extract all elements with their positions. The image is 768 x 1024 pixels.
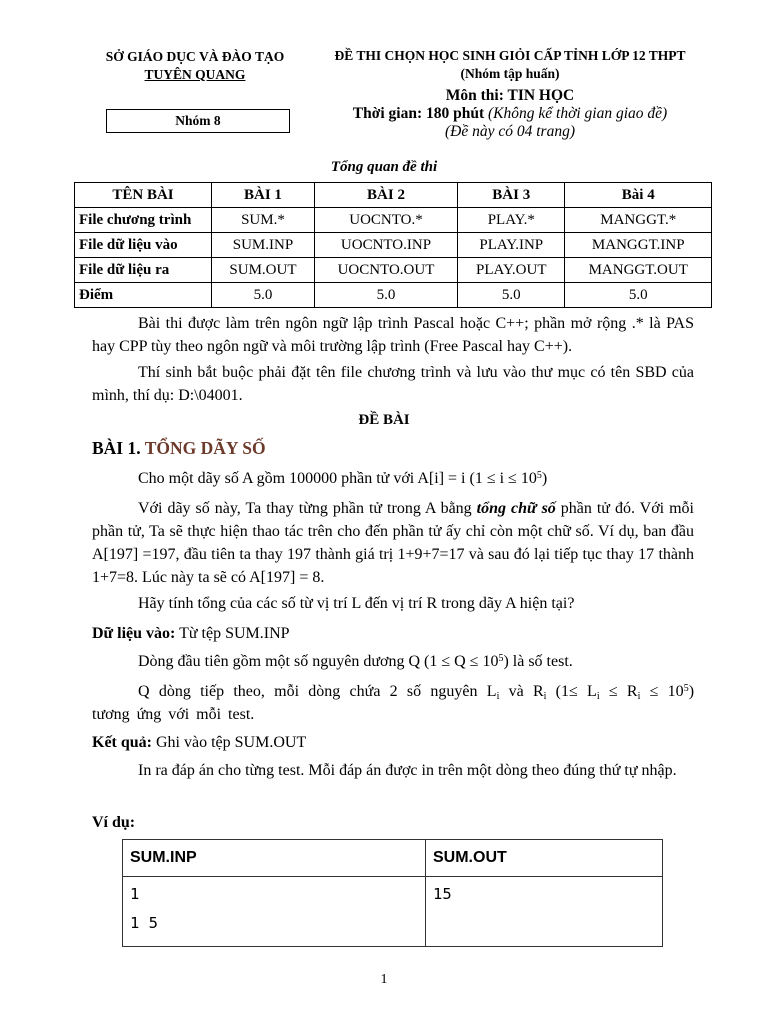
example-input-line: 1 5 — [130, 914, 158, 932]
overview-cell: SUM.OUT — [212, 258, 315, 283]
intro-paragraph-language: Bài thi được làm trên ngôn ngữ lập trình Pascal hoặc C++; phần mở rộng .* là PAS hay CPP tùy theo ngôn ngữ và môi trường lập trình (Free Pascal hay C++). — [92, 315, 694, 355]
input-text: ) là số test. — [503, 653, 573, 670]
subscript: i — [543, 691, 547, 702]
overview-row — [75, 283, 712, 308]
overview-cell: PLAY.* — [458, 208, 565, 233]
overview-cell: MANGGT.OUT — [565, 258, 712, 283]
problem-label: BÀI 1. — [92, 438, 141, 458]
exam-title: ĐỀ THI CHỌN HỌC SINH GIỎI CẤP TỈNH LỚP 12 THPT — [334, 48, 686, 63]
overview-title: Tổng quan đề thi — [330, 159, 438, 175]
overview-cell: UOCNTO.INP — [314, 233, 457, 258]
overview-cell: 5.0 — [212, 283, 315, 308]
input-line-1 — [92, 650, 694, 673]
overview-cell: 5.0 — [314, 283, 457, 308]
output-heading — [92, 731, 694, 754]
example-table — [122, 839, 663, 947]
input-text: ≤ R — [599, 683, 638, 700]
overview-row-label: File dữ liệu vào — [75, 233, 212, 258]
input-text: ) tương ứng với mỗi test. — [92, 683, 695, 723]
example-body-row — [123, 877, 663, 947]
page-number: 1 — [380, 972, 388, 987]
overview-row — [75, 258, 712, 283]
overview-cell: MANGGT.* — [565, 208, 712, 233]
department-name: SỞ GIÁO DỤC VÀ ĐÀO TẠO — [105, 49, 285, 64]
emphasis-text: tổng chữ số — [476, 500, 556, 517]
statement-text: Cho một dãy số A gồm 100000 phần tử với A[i] = i (1 ≤ i ≤ 10 — [138, 470, 537, 487]
subscript: i — [496, 691, 500, 702]
department-block — [80, 48, 310, 84]
example-header-row — [123, 840, 663, 877]
superscript: 5 — [683, 683, 689, 694]
section-title: ĐỀ BÀI — [358, 412, 410, 428]
input-text: và R — [499, 683, 544, 700]
group-label: Nhóm 8 — [106, 109, 290, 133]
input-label: Dữ liệu vào: — [92, 625, 176, 642]
example-output-header: SUM.OUT — [426, 840, 663, 877]
overview-cell: SUM.INP — [212, 233, 315, 258]
overview-header-cell: BÀI 3 — [458, 183, 565, 208]
input-text: (1≤ L — [546, 683, 597, 700]
overview-cell: MANGGT.INP — [565, 233, 712, 258]
exam-time-label: Thời gian: 180 phút — [352, 105, 485, 122]
overview-row-label: File dữ liệu ra — [75, 258, 212, 283]
overview-cell: SUM.* — [212, 208, 315, 233]
exam-time — [308, 105, 712, 123]
problem-question: Hãy tính tổng của các số từ vị trí L đến vị trí R trong dãy A hiện tại? — [138, 595, 575, 612]
example-label: Ví dụ: — [92, 814, 136, 831]
intro-paragraph-filename: Thí sinh bắt buộc phải đặt tên file chương trình và lưu vào thư mục có tên SBD của mình, thí dụ: D:\04001. — [92, 364, 694, 404]
exam-time-note: (Không kể thời gian giao đề) — [488, 105, 668, 122]
overview-row-label: Điểm — [75, 283, 212, 308]
overview-header-cell: BÀI 2 — [314, 183, 457, 208]
superscript: 5 — [498, 653, 504, 664]
statement-text: Với dãy số này, Ta thay từng phần tử trong A bằng — [138, 500, 477, 517]
input-text: Dòng đầu tiên gồm một số nguyên dương Q (1 ≤ Q ≤ 10 — [138, 653, 499, 670]
overview-cell: UOCNTO.OUT — [314, 258, 457, 283]
overview-cell: 5.0 — [565, 283, 712, 308]
example-output-cell — [426, 877, 663, 947]
problem-statement-1 — [92, 467, 694, 490]
output-label: Kết quả: — [92, 734, 152, 751]
example-input-cell — [123, 877, 426, 947]
overview-cell: PLAY.INP — [458, 233, 565, 258]
overview-row-label: File chương trình — [75, 208, 212, 233]
problem-title — [92, 438, 266, 459]
overview-header-cell: Bài 4 — [565, 183, 712, 208]
subscript: i — [637, 691, 641, 702]
input-heading — [92, 622, 694, 645]
output-description: In ra đáp án cho từng test. Mỗi đáp án được in trên một dòng theo đúng thứ tự nhập. — [138, 762, 677, 779]
output-text: Ghi vào tệp SUM.OUT — [152, 734, 307, 751]
input-text: Từ tệp SUM.INP — [175, 625, 290, 642]
statement-text: phần tử đó. Với mỗi phần tử, Ta sẽ thực hiện thao tác trên cho đến phần tử ấy chỉ còn một chữ số. Ví dụ, ban đầu A[197] =197, đầu tiên ta thay 197 thành giá trị 1+9+7=17 và sau đó lại tiếp tục thay 17 thành 1+7=8. Lúc này ta sẽ có A[197] = 8. — [92, 500, 694, 586]
department-province: TUYÊN QUANG — [144, 67, 246, 82]
example-input-header: SUM.INP — [123, 840, 426, 877]
overview-header-row — [75, 183, 712, 208]
overview-cell: 5.0 — [458, 283, 565, 308]
example-output-line: 15 — [433, 885, 452, 903]
problem-statement-2 — [92, 497, 694, 589]
statement-text: ) — [541, 470, 548, 487]
overview-row — [75, 233, 712, 258]
input-text: Q dòng tiếp theo, mỗi dòng chứa 2 số nguyên L — [138, 683, 497, 700]
subscript: i — [596, 691, 600, 702]
input-line-2 — [92, 680, 694, 726]
example-input-line: 1 — [130, 885, 140, 903]
problem-name: TỔNG DÃY SỐ — [144, 438, 266, 458]
overview-header-cell: TÊN BÀI — [75, 183, 212, 208]
overview-cell: PLAY.OUT — [458, 258, 565, 283]
superscript: 5 — [536, 470, 542, 481]
overview-row — [75, 208, 712, 233]
exam-subject: Môn thi: TIN HỌC — [445, 87, 575, 104]
overview-cell: UOCNTO.* — [314, 208, 457, 233]
exam-subtitle: (Nhóm tập huấn) — [460, 66, 560, 81]
input-text: ≤ 10 — [640, 683, 684, 700]
exam-header — [308, 47, 712, 141]
overview-table — [74, 182, 712, 308]
overview-header-cell: BÀI 1 — [212, 183, 315, 208]
exam-pages-note: (Đề này có 04 trang) — [445, 123, 575, 140]
